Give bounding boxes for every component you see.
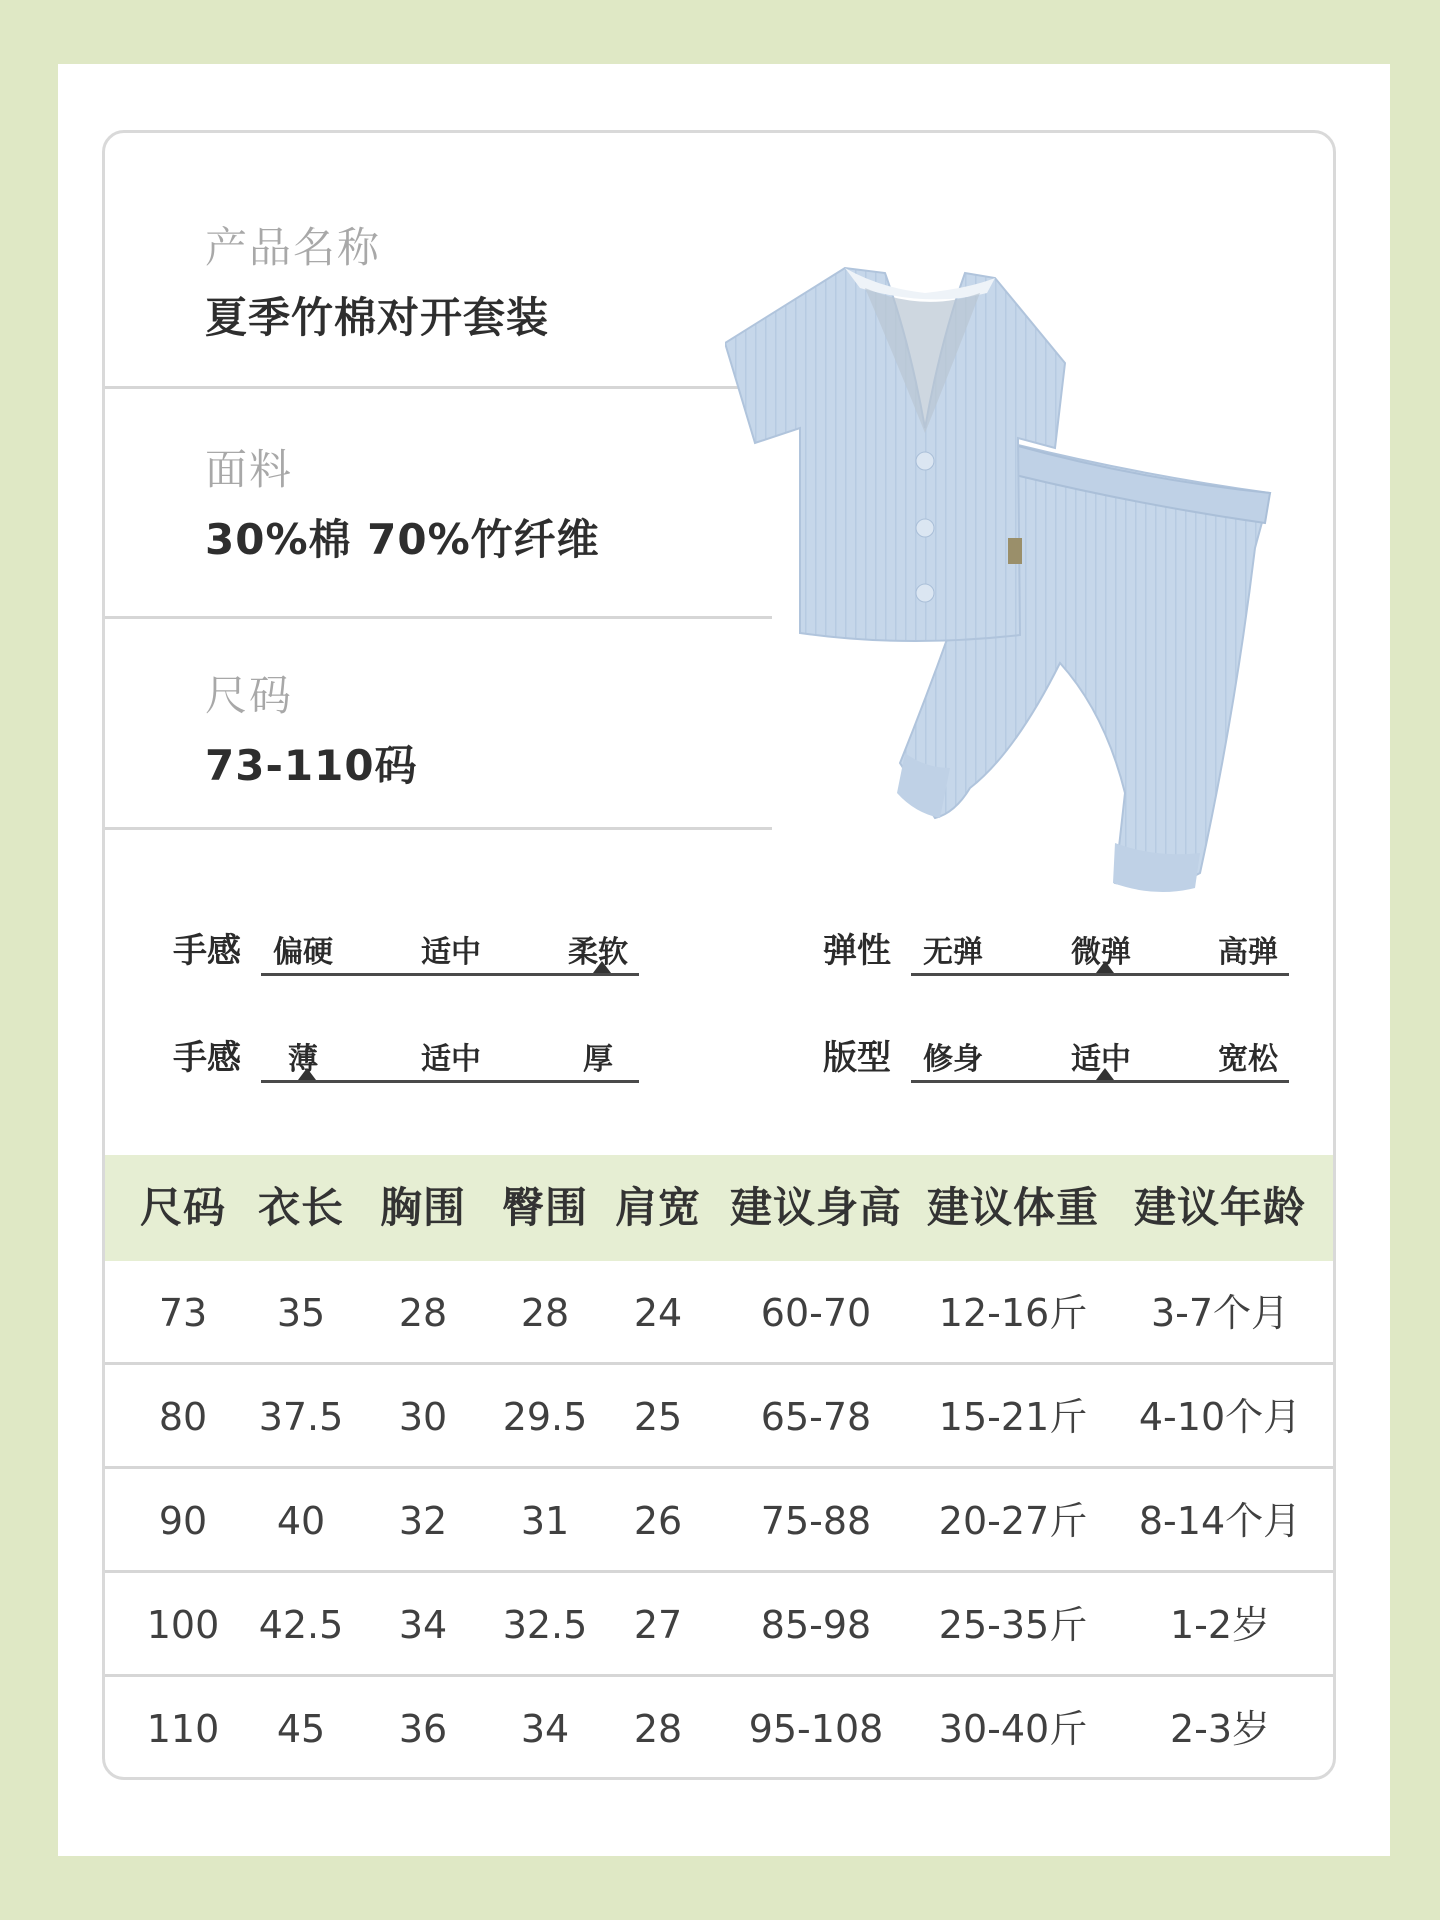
- table-cell: 95-108: [748, 1707, 884, 1751]
- table-cell: 60-70: [760, 1291, 872, 1335]
- shirt-shape: [725, 268, 1065, 641]
- scale-selected-marker: [593, 961, 611, 973]
- garment-image: [725, 193, 1325, 913]
- scale-option: 适中: [1071, 1042, 1131, 1077]
- table-cell: 25: [633, 1395, 683, 1439]
- scale-option: 偏硬: [273, 935, 333, 970]
- table-header-cell: 肩宽: [614, 1183, 702, 1232]
- table-cell: 28: [633, 1707, 683, 1751]
- table-cell: 32.5: [502, 1603, 588, 1647]
- scale-title: 手感: [173, 931, 241, 971]
- product-card: [102, 130, 1336, 1780]
- table-cell: 26: [633, 1499, 683, 1543]
- table-cell: 3-7个月: [1150, 1291, 1290, 1335]
- table-cell: 27: [633, 1603, 683, 1647]
- scale-option: 柔软: [568, 935, 628, 970]
- scale-option: 宽松: [1218, 1042, 1278, 1077]
- scale-selected-marker: [298, 1068, 316, 1080]
- table-cell: 12-16斤: [938, 1291, 1088, 1335]
- table-cell: 45: [276, 1707, 326, 1751]
- table-row: [105, 1469, 1336, 1573]
- scale-title: 手感: [173, 1038, 241, 1078]
- table-cell: 34: [398, 1603, 448, 1647]
- scale-option: 高弹: [1218, 935, 1278, 970]
- scale-option: 适中: [421, 1042, 481, 1077]
- scale-title: 弹性: [823, 931, 891, 971]
- table-header-cell: 臀围: [501, 1183, 589, 1232]
- product-name-label: 产品名称: [205, 223, 382, 272]
- table-header-cell: 建议身高: [729, 1183, 903, 1232]
- scale-title: 版型: [823, 1038, 891, 1078]
- table-header-cell: 尺码: [139, 1183, 227, 1232]
- table-cell: 65-78: [760, 1395, 872, 1439]
- scale-line: [261, 1080, 639, 1083]
- fabric-label: 面料: [205, 445, 294, 494]
- fabric-value: 30%棉 70%竹纤维: [205, 515, 600, 564]
- scale-hand-feel-softness: [173, 923, 643, 983]
- size-value: 73-110码: [205, 741, 418, 790]
- table-cell: 2-3岁: [1169, 1707, 1271, 1751]
- table-header-cell: 建议年龄: [1133, 1183, 1307, 1232]
- table-cell: 36: [398, 1707, 448, 1751]
- info-row-name: [105, 133, 772, 389]
- scale-option: 薄: [288, 1042, 318, 1077]
- table-cell: 15-21斤: [938, 1395, 1088, 1439]
- table-cell: 40: [276, 1499, 326, 1543]
- size-label: 尺码: [205, 671, 294, 720]
- scale-line: [261, 973, 639, 976]
- table-row: [105, 1573, 1336, 1677]
- table-cell: 73: [158, 1291, 208, 1335]
- table-cell: 75-88: [760, 1499, 872, 1543]
- table-cell: 30-40斤: [938, 1707, 1088, 1751]
- scale-option: 适中: [421, 935, 481, 970]
- table-cell: 34: [520, 1707, 570, 1751]
- table-row: [105, 1677, 1336, 1780]
- scale-selected-marker: [1096, 1068, 1114, 1080]
- scale-hand-feel-thickness: [173, 1030, 643, 1090]
- table-cell: 8-14个月: [1138, 1499, 1302, 1543]
- table-header-cell: 衣长: [257, 1183, 345, 1232]
- table-cell: 85-98: [760, 1603, 872, 1647]
- scale-option: 微弹: [1071, 935, 1131, 970]
- table-cell: 42.5: [258, 1603, 344, 1647]
- table-cell: 30: [398, 1395, 448, 1439]
- table-header-cell: 建议体重: [926, 1183, 1100, 1232]
- table-cell: 110: [146, 1707, 220, 1751]
- table-cell: 25-35斤: [938, 1603, 1088, 1647]
- table-cell: 28: [398, 1291, 448, 1335]
- table-cell: 90: [158, 1499, 208, 1543]
- table-cell: 100: [146, 1603, 220, 1647]
- scale-line: [911, 1080, 1289, 1083]
- scale-selected-marker: [1096, 961, 1114, 973]
- info-row-fabric: [105, 389, 772, 619]
- table-cell: 32: [398, 1499, 448, 1543]
- table-cell: 29.5: [502, 1395, 588, 1439]
- scale-option: 厚: [583, 1042, 613, 1077]
- size-table: [105, 1155, 1336, 1780]
- table-cell: 24: [633, 1291, 683, 1335]
- size-table-header: [105, 1155, 1336, 1261]
- table-header-cell: 胸围: [379, 1183, 467, 1232]
- table-cell: 20-27斤: [938, 1499, 1088, 1543]
- table-row: [105, 1365, 1336, 1469]
- table-cell: 1-2岁: [1169, 1603, 1271, 1647]
- size-table-body: [105, 1261, 1336, 1780]
- scale-elasticity: [823, 923, 1293, 983]
- table-cell: 28: [520, 1291, 570, 1335]
- table-row: [105, 1261, 1336, 1365]
- scale-option: 无弹: [923, 935, 983, 970]
- scale-option: 修身: [923, 1042, 983, 1077]
- table-cell: 37.5: [258, 1395, 344, 1439]
- scale-line: [911, 973, 1289, 976]
- scale-fit: [823, 1030, 1293, 1090]
- table-cell: 31: [520, 1499, 570, 1543]
- product-name-value: 夏季竹棉对开套装: [205, 293, 550, 342]
- table-cell: 80: [158, 1395, 208, 1439]
- info-row-size: [105, 619, 772, 830]
- table-cell: 35: [276, 1291, 326, 1335]
- table-cell: 4-10个月: [1138, 1395, 1302, 1439]
